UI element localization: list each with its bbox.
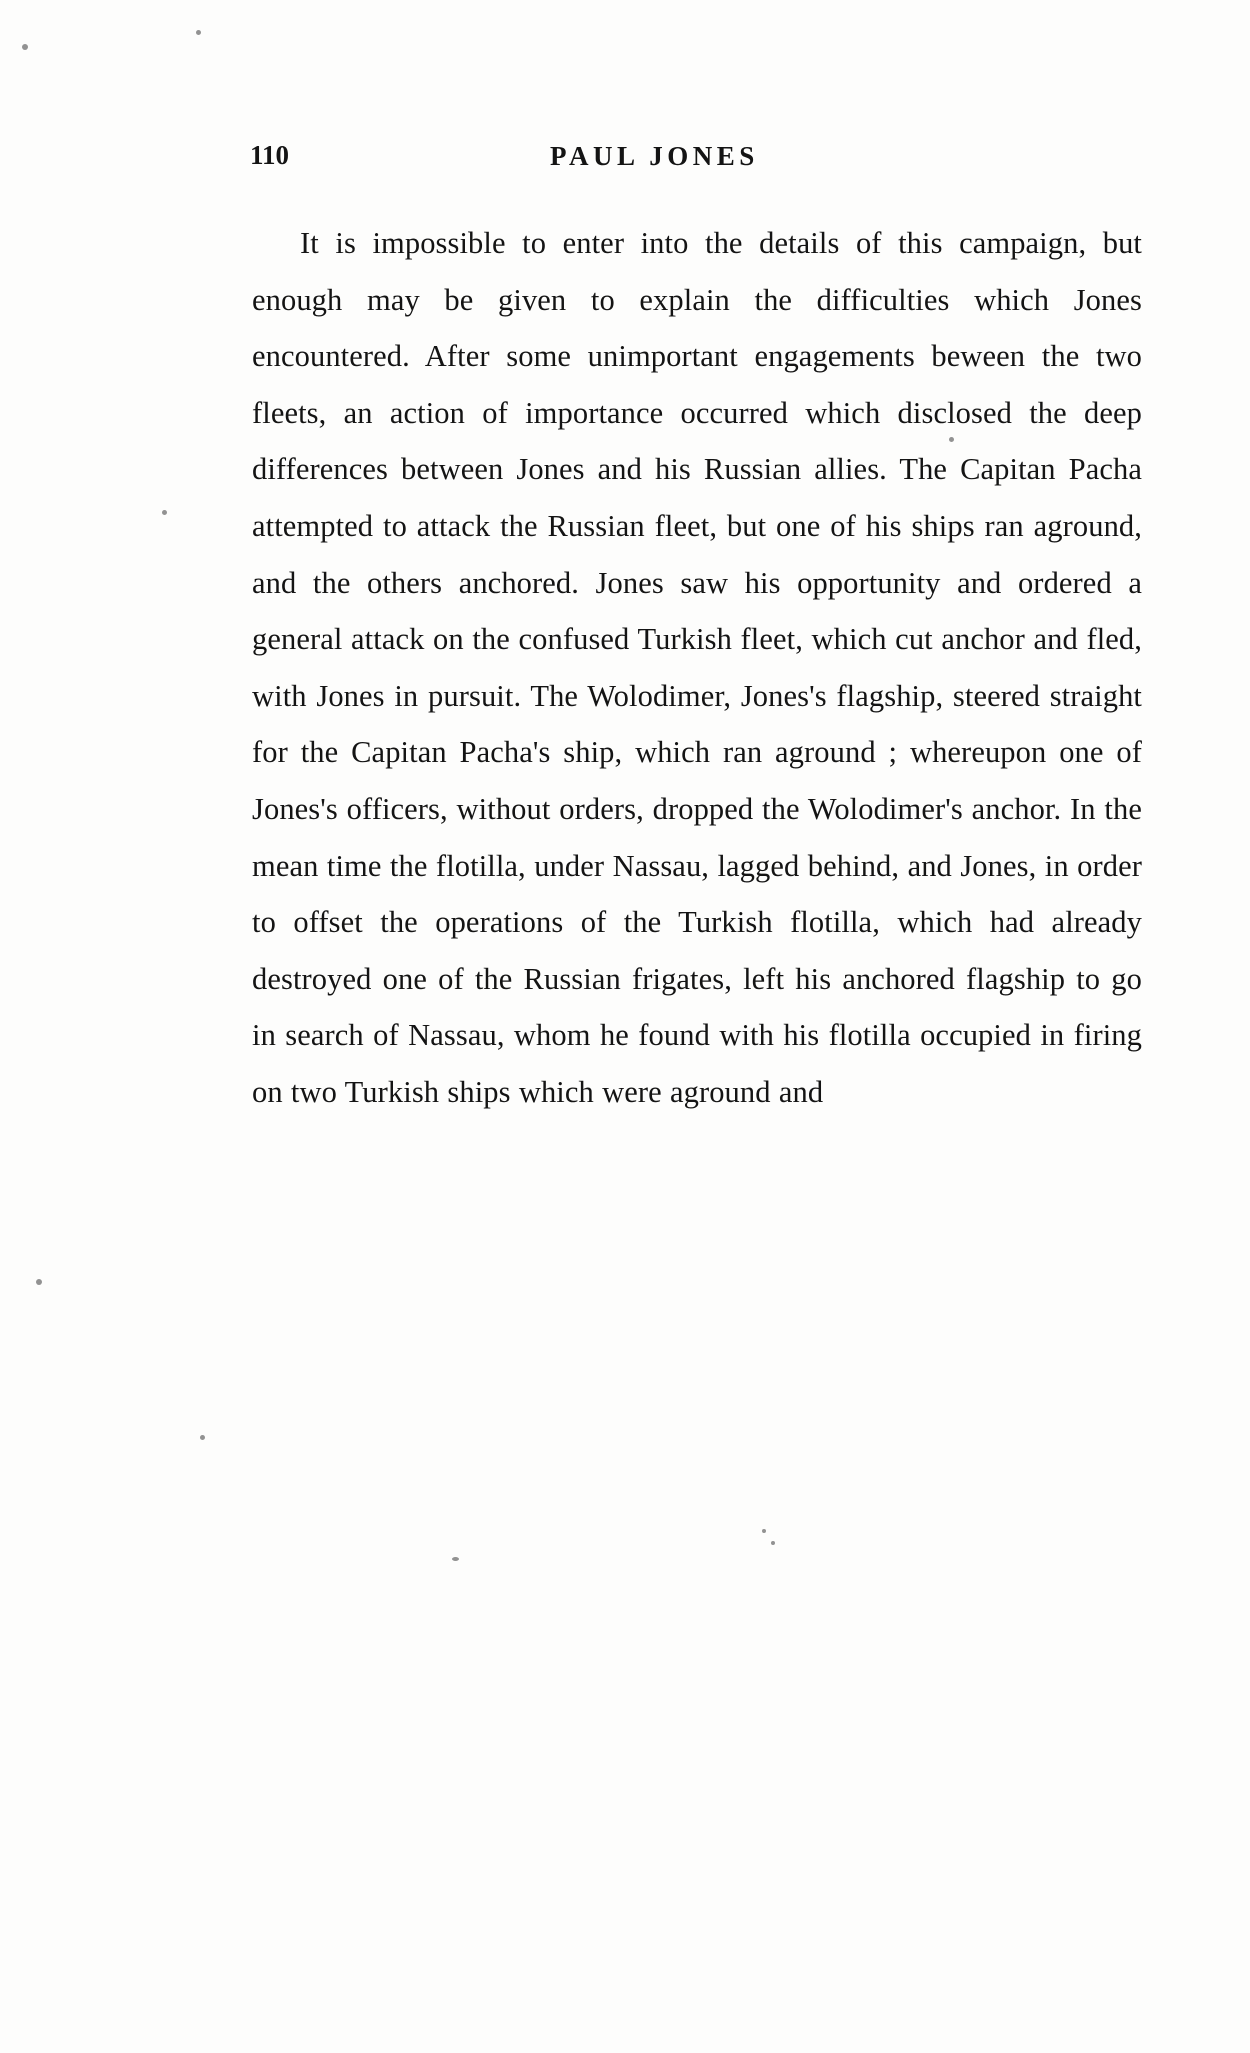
scan-speck (452, 1557, 459, 1561)
scan-speck (36, 1279, 42, 1285)
scan-speck (200, 1435, 205, 1440)
body-paragraph: It is impossible to enter into the details of this campaign, but enough may be given to explain the difficulties which Jones encountered. After some unimportant engagements beween the two fleets, an action of importance occurred which disclosed the deep differences between Jones and his Russian allies. The Capitan Pacha attempted to attack the Russian fleet, but one of his ships ran aground, and the others anchored. Jones saw his opportunity and ordered a general attack on the confused Turkish fleet, which cut anchor and fled, with Jones in pursuit. The Wolodimer, Jones's flagship, steered straight for the Capitan Pacha's ship, which ran aground ; whereupon one of Jones's officers, without orders, dropped the Wolodimer's anchor. In the mean time the flotilla, under Nassau, lagged behind, and Jones, in order to offset the operations of the Turkish flotilla, which had already destroyed one of the Russian frigates, left his anchored flagship to go in search of Nassau, whom he found with his flotilla occupied in firing on two Turkish ships which were aground and (252, 226, 1142, 1109)
scan-speck (162, 510, 167, 515)
scan-speck (196, 30, 201, 35)
page-header (250, 140, 1130, 180)
scan-speck (22, 44, 28, 50)
page-number: 110 (250, 140, 290, 170)
scan-speck (771, 1541, 775, 1545)
running-head-title: PAUL JONES (550, 141, 759, 171)
scan-speck (762, 1529, 766, 1533)
